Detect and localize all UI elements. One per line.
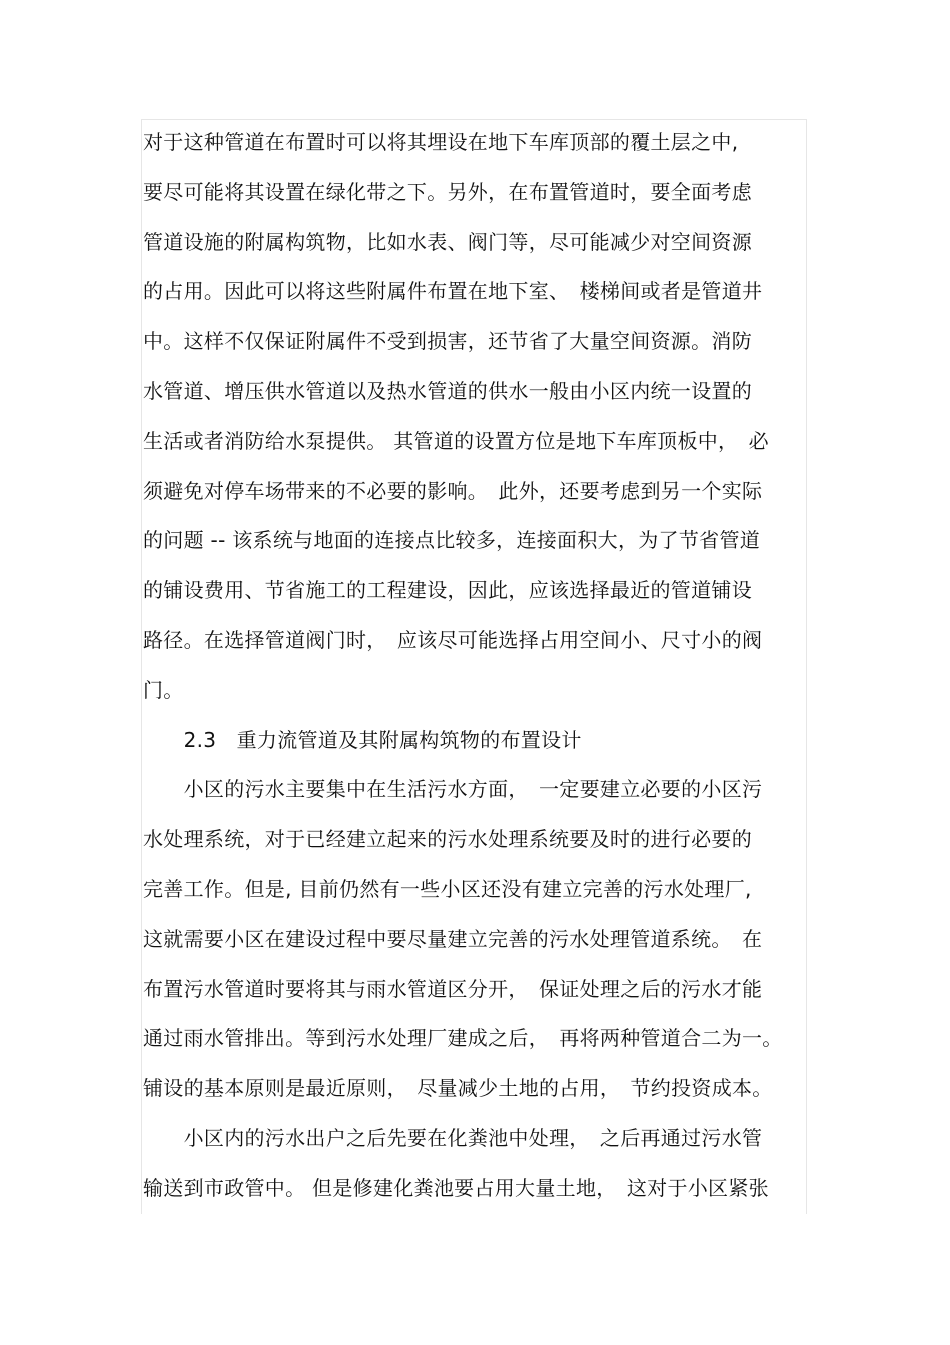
text-line: 铺设的基本原则是最近原则， 尽量减少土地的占用， 节约投资成本。 xyxy=(143,1076,773,1101)
text-line: 门。 xyxy=(143,677,184,702)
text-line: 须避免对停车场带来的不必要的影响。 此外，还要考虑到另一个实际 xyxy=(143,478,763,503)
text-line: 的占用。因此可以将这些附属件布置在地下室、 楼梯间或者是管道井 xyxy=(143,279,763,304)
document-body xyxy=(143,118,808,1214)
text-line: 路径。在选择管道阀门时， 应该尽可能选择占用空间小、尺寸小的阀 xyxy=(143,627,763,652)
text-line: 完善工作。但是, 目前仍然有一些小区还没有建立完善的污水处理厂, xyxy=(143,876,752,901)
text-line: 小区内的污水出户之后先要在化粪池中处理， 之后再通过污水管 xyxy=(143,1125,763,1150)
text-line: 水处理系统，对于已经建立起来的污水处理系统要及时的进行必要的 xyxy=(143,827,752,852)
text-line: 管道设施的附属构筑物，比如水表、阀门等，尽可能减少对空间资源 xyxy=(143,229,752,254)
section-heading: 2.3 重力流管道及其附属构筑物的布置设计 xyxy=(143,727,582,752)
text-line: 中。这样不仅保证附属件不受到损害，还节省了大量空间资源。消防 xyxy=(143,329,752,354)
text-line: 的铺设费用、节省施工的工程建设，因此，应该选择最近的管道铺设 xyxy=(143,578,752,603)
text-line: 小区的污水主要集中在生活污水方面， 一定要建立必要的小区污 xyxy=(143,777,763,802)
text-line: 布置污水管道时要将其与雨水管道区分开， 保证处理之后的污水才能 xyxy=(143,976,763,1001)
text-line: 要尽可能将其设置在绿化带之下。另外，在布置管道时，要全面考虑 xyxy=(143,179,752,204)
text-line: 生活或者消防给水泵提供。 其管道的设置方位是地下车库顶板中， 必 xyxy=(143,428,769,453)
text-line: 水管道、增压供水管道以及热水管道的供水一般由小区内统一设置的 xyxy=(143,378,752,403)
text-line: 通过雨水管排出。等到污水处理厂建成之后， 再将两种管道合二为一。 xyxy=(143,1026,783,1051)
text-line: 对于这种管道在布置时可以将其埋设在地下车库顶部的覆土层之中, xyxy=(143,130,739,154)
text-line: 的问题 -- 该系统与地面的连接点比较多，连接面积大，为了节省管道 xyxy=(143,528,761,553)
text-line: 输送到市政管中。 但是修建化粪池要占用大量土地， 这对于小区紧张 xyxy=(143,1175,769,1200)
text-line: 这就需要小区在建设过程中要尽量建立完善的污水处理管道系统。 在 xyxy=(143,926,763,951)
